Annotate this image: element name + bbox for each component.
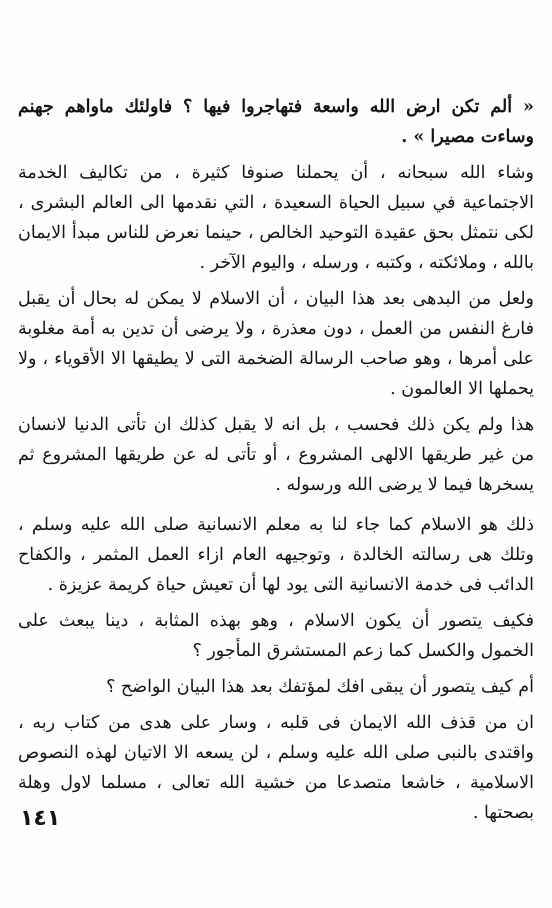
paragraph: أم كيف يتصور أن يبقى افك لمؤتفك بعد هذا البيان الواضح ؟ bbox=[106, 677, 534, 697]
paragraph: ان من قذف الله الايمان فى قلبه ، وسار على هدى من كتاب ربه ، واقتدى بالنبى صلى الله عليه وسلم ، لن يسعه الا الاتيان لهذه النصوص الاسلامية ، خاشعا متصدعا من خشية الله تعالى ، مسلما لاول وهلة بصحتها . bbox=[18, 713, 534, 823]
paragraph: فكيف يتصور أن يكون الاسلام ، وهو بهذه المثابة ، دينا يبعث على الخمول والكسل كما زعم المستشرق المأجور ؟ bbox=[18, 611, 534, 661]
paragraph-quran-verse: « ألم تكن ارض الله واسعة فتهاجروا فيها ؟ فاولئك ماواهم جهنم وساءت مصيرا » . bbox=[18, 97, 534, 147]
paragraph: ولعل من البدهى بعد هذا البيان ، أن الاسلام لا يمكن له بحال أن يقبل فارغ النفس من العمل ، دون معذرة ، ولا يرضى أن تدين به أمة مغلوبة على أمرها ، وهو صاحب الرسالة الضخمة التى لا يطيقها الا الأقوياء ، ولا يحملها الا العالمون . bbox=[18, 289, 534, 399]
paragraph: هذا ولم يكن ذلك فحسب ، بل انه لا يقبل كذلك ان تأتى الدنيا لانسان من غير طريقها الالهى المشروع ، أو تأتى له عن طريقها المشروع ثم يسخرها فيما لا يرضى الله ورسوله . bbox=[18, 415, 534, 495]
paragraph: ذلك هو الاسلام كما جاء لنا به معلم الانسانية صلى الله عليه وسلم ، وتلك هى رسالته الخالدة ، وتوجيهه العام ازاء العمل المثمر ، والكفاح الدائب فى خدمة الانسانية التى يود لها أن تعيش حياة كريمة عزيزة . bbox=[18, 515, 534, 595]
page-number: ١٤١ bbox=[20, 806, 61, 831]
body-text bbox=[18, 92, 534, 834]
paragraph: وشاء الله سبحانه ، أن يحملنا صنوفا كثيرة ، من تكاليف الخدمة الاجتماعية في سبيل الحياة السعيدة ، التي نقدمها الى العالم البشرى ، لكى نتمثل بحق عقيدة التوحيد الخالص ، حينما نعرض للناس مبدأ الايمان بالله ، وملائكته ، وكتبه ، ورسله ، واليوم الآخر . bbox=[18, 163, 534, 273]
